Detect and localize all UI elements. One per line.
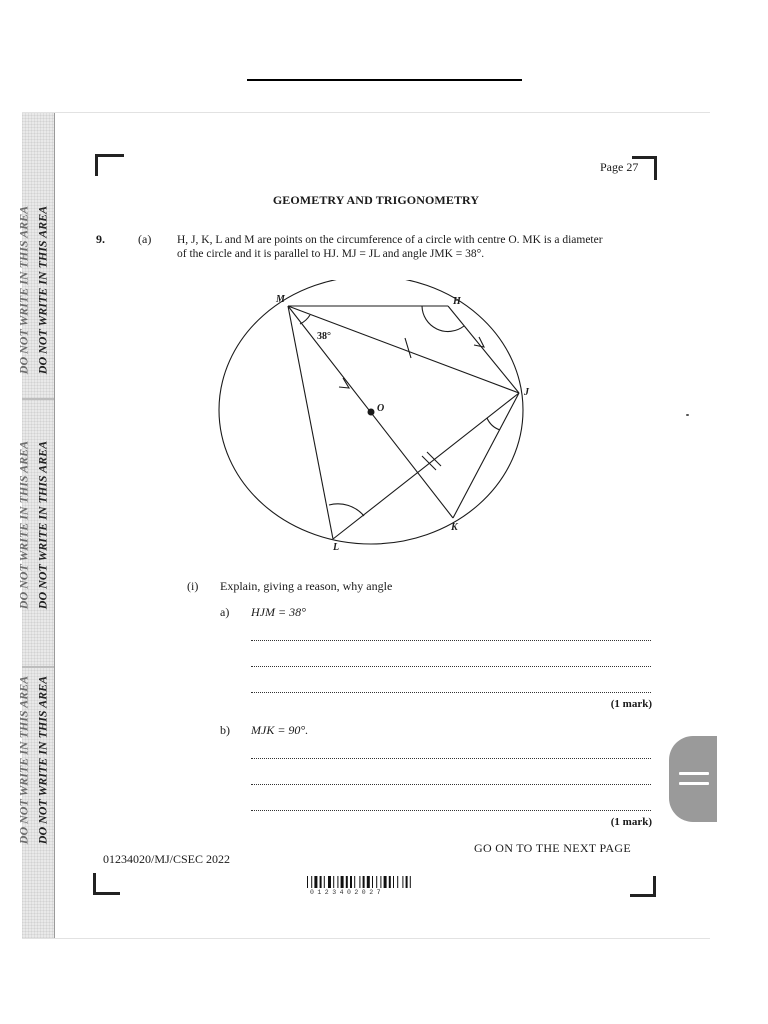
top-rule: [247, 79, 522, 81]
question-number: 9.: [96, 232, 105, 246]
answer-line[interactable]: [251, 784, 651, 785]
barcode: [305, 876, 445, 890]
answer-line[interactable]: [251, 758, 651, 759]
barcode-bar: [328, 876, 331, 888]
barcode-bar: [333, 876, 334, 888]
barcode-bar: [307, 876, 308, 888]
answer-line[interactable]: [251, 640, 651, 641]
section-title: GEOMETRY AND TRIGONOMETRY: [272, 193, 480, 207]
barcode-bar: [367, 876, 370, 888]
corner-mark-bottom-right: [630, 876, 656, 897]
page-number: Page 27: [600, 160, 639, 174]
barcode-bar: [397, 876, 398, 888]
chord-jk: [453, 393, 519, 518]
point-label-h: H: [453, 296, 461, 307]
scan-bottom-edge: [22, 938, 710, 939]
answer-line[interactable]: [251, 810, 651, 811]
corner-mark-bottom-left: [93, 873, 120, 895]
margin-warning: DO NOT WRITE IN THIS AREA: [35, 440, 50, 610]
barcode-bar: [410, 876, 411, 888]
angle-arc-j: [487, 418, 500, 430]
angle-arc-m: [300, 315, 310, 324]
scan-speck: [686, 414, 689, 416]
point-label-k: K: [451, 522, 458, 533]
point-label-j: J: [524, 387, 529, 398]
barcode-number: 0123402027: [310, 889, 385, 896]
question-text: [177, 233, 659, 261]
centre-point: [368, 409, 375, 416]
barcode-bar: [376, 876, 377, 888]
barcode-bar: [359, 876, 360, 888]
barcode-bar: [311, 876, 312, 888]
part-a-label: a): [220, 605, 230, 619]
point-label-m: M: [276, 294, 285, 305]
circle-geometry-diagram: [200, 280, 540, 555]
scan-top-edge: [22, 112, 710, 113]
barcode-bar: [350, 876, 352, 888]
margin-warning: DO NOT WRITE IN THIS AREA: [35, 205, 50, 375]
barcode-bar: [384, 876, 387, 888]
barcode-bar: [320, 876, 322, 888]
barcode-bar: [380, 876, 381, 888]
barcode-bar: [354, 876, 355, 888]
menu-icon-bar: [679, 782, 709, 785]
barcode-bar: [341, 876, 344, 888]
parallel-arrow-hj: [474, 337, 484, 347]
menu-tab-button[interactable]: [669, 736, 717, 822]
part-b-text: MJK = 90°.: [251, 723, 309, 737]
point-label-l: L: [333, 542, 340, 553]
barcode-bar: [337, 876, 338, 888]
chord-lj: [333, 393, 519, 539]
question-text-line: H, J, K, L and M are points on the circumference of a circle with centre O. MK is a diameter: [177, 234, 603, 246]
question-part: (a): [138, 232, 152, 246]
margin-warning: DO NOT WRITE IN THIS AREA: [16, 440, 31, 610]
margin-divider: [22, 398, 54, 400]
barcode-bar: [393, 876, 394, 888]
barcode-bar: [324, 876, 325, 888]
subquestion-number: (i): [187, 579, 199, 593]
marks-label: (1 mark): [610, 816, 652, 828]
angle-label-38: 38°: [317, 331, 331, 342]
barcode-bar: [389, 876, 391, 888]
barcode-bar: [363, 876, 365, 888]
menu-icon-bar: [679, 772, 709, 775]
question-text-line: of the circle and it is parallel to HJ. MJ = JL and angle JMK = 38°.: [177, 248, 485, 260]
corner-mark-top-left: [95, 154, 124, 176]
part-b-label: b): [220, 723, 230, 737]
answer-line[interactable]: [251, 666, 651, 667]
angle-arc-l: [329, 504, 364, 516]
margin-divider: [22, 666, 54, 668]
marks-label: (1 mark): [610, 698, 652, 710]
margin-warning: DO NOT WRITE IN THIS AREA: [16, 205, 31, 375]
barcode-bar: [402, 876, 403, 888]
part-a-text: HJM = 38°: [251, 605, 306, 619]
barcode-bar: [406, 876, 408, 888]
barcode-bar: [372, 876, 373, 888]
tick-mark-mj: [405, 338, 411, 358]
barcode-bar: [314, 876, 317, 888]
next-page-notice: GO ON TO THE NEXT PAGE: [474, 841, 631, 855]
margin-warning: DO NOT WRITE IN THIS AREA: [16, 675, 31, 845]
chord-mj: [288, 306, 519, 393]
subquestion-text: Explain, giving a reason, why angle: [220, 579, 393, 593]
paper-code: 01234020/MJ/CSEC 2022: [103, 852, 231, 866]
point-label-o: O: [377, 403, 385, 414]
margin-warning: DO NOT WRITE IN THIS AREA: [35, 675, 50, 845]
barcode-bar: [346, 876, 348, 888]
answer-line[interactable]: [251, 692, 651, 693]
